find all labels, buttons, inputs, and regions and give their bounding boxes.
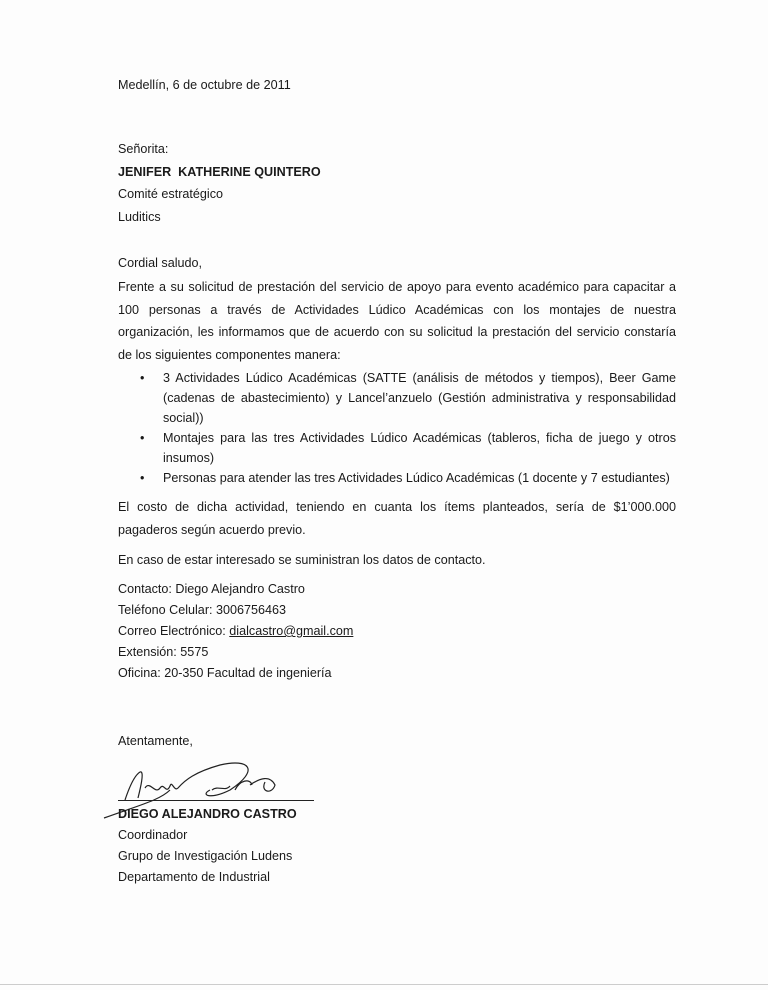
contact-phone: Teléfono Celular: 3006756463 <box>118 603 287 617</box>
signer-group: Grupo de Investigación Ludens <box>118 849 293 863</box>
list-item: • 3 Actividades Lúdico Académicas (SATTE (análisis de métodos y tiempos), Beer Game (cadenas de abastecimiento) y Lancel’anzuelo (Gestión administrativa y responsabilidad social)) <box>118 368 676 428</box>
signer-title: Coordinador <box>118 828 188 842</box>
list-item: • Personas para atender las tres Actividades Lúdico Académicas (1 docente y 7 estudiantes) <box>118 468 676 488</box>
scan-edge <box>0 984 768 985</box>
list-item: • Montajes para las tres Actividades Lúdico Académicas (tableros, ficha de juego y otros insumos) <box>118 428 676 468</box>
cost-paragraph: El costo de dicha actividad, teniendo en cuanta los ítems planteados, sería de $1’000.000 pagaderos según acuerdo previo. <box>118 500 676 537</box>
contact-email-row <box>118 621 676 642</box>
components-list <box>118 368 676 488</box>
email-link[interactable]: dialcastro@gmail.com <box>229 624 354 638</box>
signer-department: Departamento de Industrial <box>118 870 270 884</box>
contact-extension: Extensión: 5575 <box>118 645 209 659</box>
signer-block <box>118 804 676 888</box>
signer-name: DIEGO ALEJANDRO CASTRO <box>118 807 297 821</box>
contact-name: Contacto: Diego Alejandro Castro <box>118 582 305 596</box>
recipient-name: JENIFER KATHERINE QUINTERO <box>118 164 321 179</box>
closing: Atentamente, <box>118 734 193 748</box>
recipient-block <box>118 138 676 228</box>
date-line: Medellín, 6 de octubre de 2011 <box>118 78 291 92</box>
intro-paragraph: Frente a su solicitud de prestación del servicio de apoyo para evento académico para capacitar a 100 personas a través de Actividades Lúdico Académicas con los montajes de nuestra organización, les informamos que de acuerdo con su solicitud la prestación del servicio constaría de los siguientes componentes manera: <box>118 280 676 362</box>
salutation: Señorita: <box>118 142 169 156</box>
email-label: Correo Electrónico: <box>118 624 230 638</box>
recipient-org: Luditics <box>118 209 161 224</box>
recipient-role: Comité estratégico <box>118 187 223 202</box>
contact-intro: En caso de estar interesado se suministran los datos de contacto. <box>118 553 486 567</box>
contact-block <box>118 579 676 684</box>
greeting: Cordial saludo, <box>118 256 203 270</box>
signature-line <box>118 800 314 801</box>
contact-office: Oficina: 20-350 Facultad de ingeniería <box>118 666 332 680</box>
